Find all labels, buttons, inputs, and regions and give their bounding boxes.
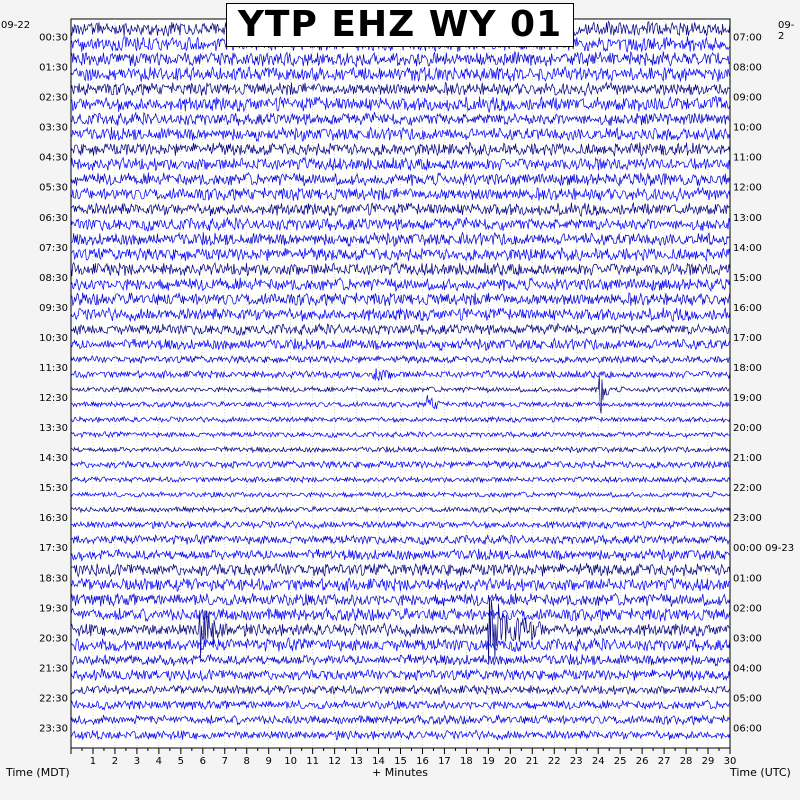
right-time-label: 22:00 [733,483,762,495]
left-time-label: 22:30 [39,693,68,705]
right-time-label: 09:00 [733,92,762,104]
x-tick-label: 20 [503,756,517,767]
right-time-label: 08:00 [733,62,762,74]
left-time-label: 09:30 [39,302,68,314]
right-time-label: 23:00 [733,513,762,525]
x-tick-label: 21 [525,756,539,767]
right-time-label: 00:00 09-23 [733,543,795,555]
date-left-label: 09-22 [1,20,31,31]
x-tick-label: 24 [591,756,605,767]
right-time-label: 18:00 [733,362,762,374]
x-tick-label: 19 [481,756,495,767]
left-time-labels [39,33,68,735]
left-time-label: 18:30 [39,573,68,585]
right-time-label: 17:00 [733,332,762,344]
left-time-label: 13:30 [39,423,68,435]
x-tick-label: 10 [284,756,298,767]
right-time-label: 06:00 [733,723,762,735]
left-time-label: 11:30 [39,362,68,374]
x-tick-label: 16 [416,756,429,767]
right-time-label: 15:00 [733,272,762,284]
x-tick-label: 12 [328,756,341,767]
x-tick-label: 8 [243,756,250,767]
x-tick-label: 6 [199,756,206,767]
right-time-label: 13:00 [733,212,762,224]
left-time-label: 02:30 [39,92,68,104]
right-time-label: 04:00 [733,663,762,675]
left-time-label: 03:30 [39,122,68,134]
x-tick-label: 13 [350,756,363,767]
left-time-label: 07:30 [39,242,68,254]
chart-title: YTP EHZ WY 01 [226,3,574,47]
left-time-label: 05:30 [39,182,68,194]
x-tick-label: 1 [89,756,97,767]
left-time-label: 00:30 [39,32,68,44]
left-time-label: 20:30 [39,633,68,645]
right-axis-title: Time (UTC) [730,766,791,779]
right-time-label: 19:00 [733,393,762,405]
x-tick-label: 2 [111,756,119,767]
x-tick-label: 25 [613,756,627,767]
x-tick-label: 23 [569,756,583,767]
left-time-label: 21:30 [39,663,68,675]
left-time-label: 10:30 [39,332,68,344]
right-time-label: 03:00 [733,633,762,645]
x-tick-label: 9 [265,756,272,767]
x-tick-label: 15 [394,756,407,767]
right-time-label: 02:00 [733,603,762,615]
left-time-label: 06:30 [39,212,68,224]
x-tick-label: 27 [657,756,671,767]
x-tick-label: 17 [438,756,451,767]
left-time-label: 17:30 [39,543,68,555]
x-tick-label: 29 [701,756,715,767]
left-time-label: 01:30 [39,62,68,74]
right-time-label: 16:00 [733,302,762,314]
right-time-label: 07:00 [733,32,762,44]
x-tick-label: 3 [133,756,141,767]
x-tick-label: 4 [155,756,163,767]
right-time-label: 12:00 [733,182,762,194]
x-tick-label: 22 [547,756,561,767]
left-time-label: 14:30 [39,453,68,465]
right-time-label: 14:00 [733,242,762,254]
left-time-label: 19:30 [39,603,68,615]
right-time-label: 10:00 [733,122,762,134]
left-time-label: 04:30 [39,152,68,164]
left-time-label: 15:30 [39,483,68,495]
x-axis-ticks [71,748,736,767]
x-tick-label: 7 [221,756,228,767]
left-time-label: 12:30 [39,393,68,405]
x-tick-label: 14 [372,756,385,767]
date-right-label: 09-2 [778,20,795,42]
x-tick-label: 26 [635,756,649,767]
x-tick-label: 18 [460,756,473,767]
x-tick-label: 5 [177,756,185,767]
right-time-label: 21:00 [733,453,762,465]
right-time-label: 11:00 [733,152,762,164]
left-time-label: 08:30 [39,272,68,284]
right-time-label: 20:00 [733,423,762,435]
left-axis-title: Time (MDT) [6,766,70,779]
x-tick-label: 30 [723,756,737,767]
x-axis-title: + Minutes [372,766,429,779]
x-tick-label: 11 [306,756,320,767]
plot-area [71,19,730,748]
left-time-label: 16:30 [39,513,68,525]
x-tick-label: 28 [679,756,693,767]
right-time-label: 01:00 [733,573,762,585]
right-time-label: 05:00 [733,693,762,705]
left-time-label: 23:30 [39,723,68,735]
right-time-labels [733,33,794,735]
